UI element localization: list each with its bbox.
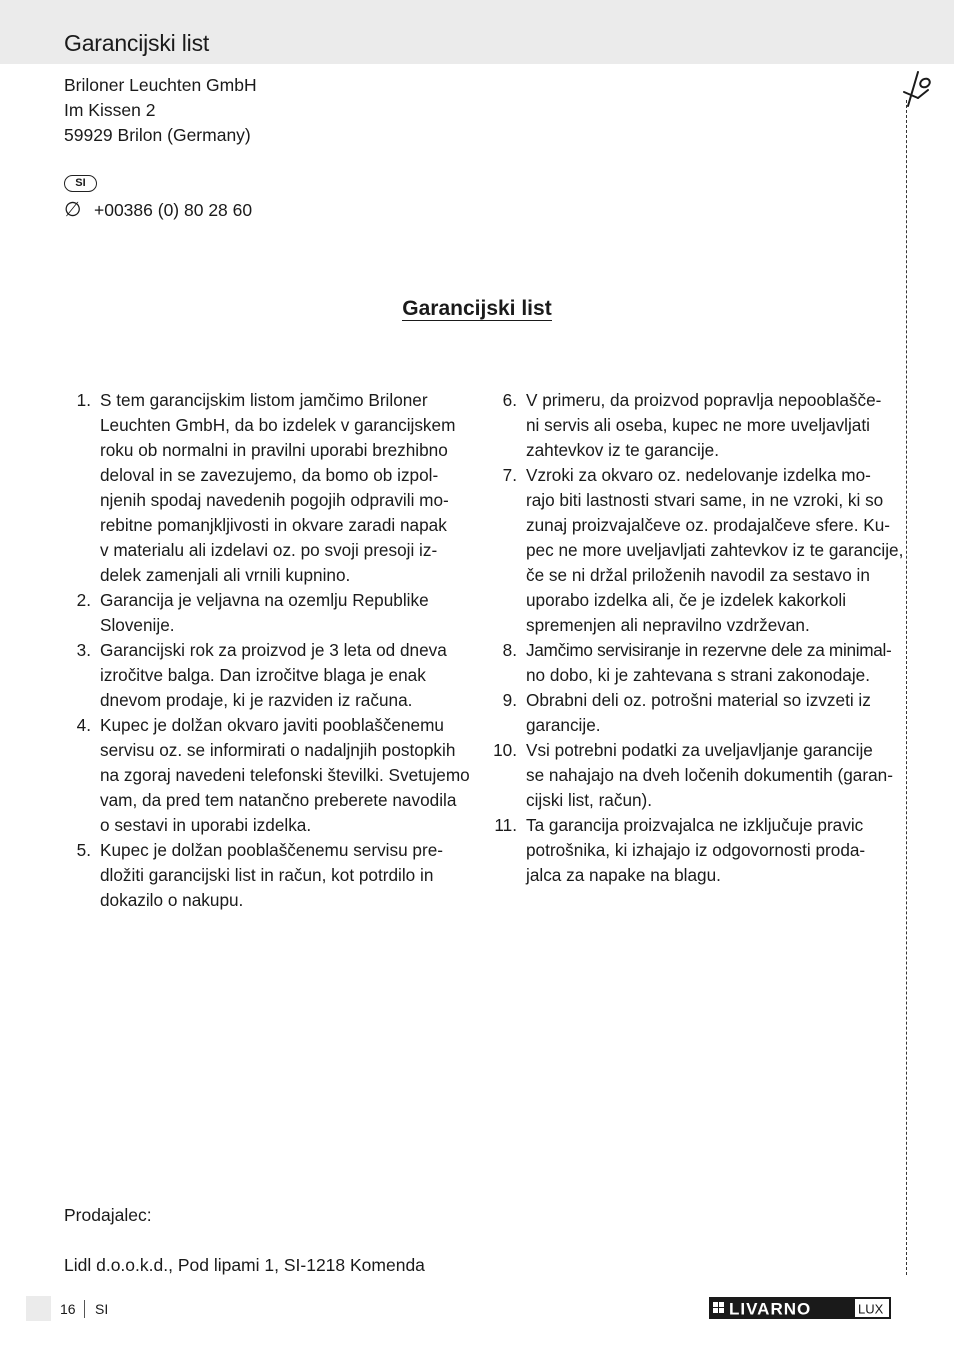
country-badge: SI	[64, 175, 97, 192]
page-title: Garancijski list	[64, 30, 210, 56]
text-line: Slovenije.	[100, 615, 175, 635]
text-line: rajo biti lastnosti stvari same, in ne vzroki, ki so	[526, 490, 884, 510]
list-item-number: 7.	[502, 465, 517, 485]
text-line: v materialu ali izdelavi oz. po svoji presoji iz-	[100, 540, 438, 560]
text-line: S tem garancijskim listom jamčimo Briloner	[100, 390, 428, 410]
text-line: zahtevkov iz te garancije.	[526, 440, 719, 460]
text-line: če se ni držal priloženih navodil za sestavo in	[526, 565, 870, 585]
list-item-number: 11.	[494, 815, 517, 835]
list-item-text	[100, 638, 466, 713]
text-line: izročitve balga. Dan izročitve blaga je enak	[100, 665, 426, 685]
list-item-number: 8.	[502, 640, 517, 660]
scissors-icon	[898, 68, 936, 108]
text-line: roku ob normalni in pravilni uporabi brezhibno	[100, 440, 448, 460]
list-item-text	[100, 713, 470, 838]
text-line: Jamčimo servisiranje in rezervne dele za minimal-	[526, 640, 892, 660]
text-line: Obrabni deli oz. potrošni material so izvzeti iz	[526, 690, 871, 710]
phone-row	[64, 198, 252, 223]
address-line: Briloner Leuchten GmbH	[64, 75, 257, 95]
text-line: Ta garancija proizvajalca ne izključuje pravic	[526, 815, 864, 835]
text-line: no dobo, ki je zahtevana s strani zakonodaje.	[526, 665, 870, 685]
list-item-text	[526, 688, 892, 738]
text-line: spremenjen ali nepravilno vzdrževan.	[526, 615, 810, 635]
text-line: delek zamenjali ali vrnili kupnino.	[100, 565, 351, 585]
text-line: V primeru, da proizvod popravlja nepooblašče-	[526, 390, 882, 410]
text-line: servisu oz. se informirati o nadaljnjih postopkih	[100, 740, 456, 760]
text-line: potrošnika, ki izhajajo iz odgovornosti proda-	[526, 840, 866, 860]
list-item	[64, 638, 466, 713]
list-item-number: 2.	[76, 590, 91, 610]
text-line: jalca za napake na blagu.	[526, 865, 721, 885]
text-line: dnevom prodaje, ki je razviden iz računa.	[100, 690, 413, 710]
text-line: pec ne more uveljavljati zahtevkov iz te garancije,	[526, 540, 904, 560]
list-item-text	[526, 638, 892, 688]
document-heading-text: Garancijski list	[402, 297, 552, 320]
list-item-text	[100, 838, 466, 913]
text-line: ni servis ali oseba, kupec ne more uveljavljati	[526, 415, 870, 435]
list-item-text	[526, 813, 892, 888]
phone-number: +00386 (0) 80 28 60	[94, 200, 253, 220]
text-line: garancije.	[526, 715, 601, 735]
cut-line	[906, 100, 907, 1275]
text-line: se nahajajo na dveh ločenih dokumentih (garan-	[526, 765, 893, 785]
logo-main-text: LIVARNO	[729, 1299, 812, 1319]
list-item	[64, 713, 470, 838]
text-line: dokazilo o nakupu.	[100, 890, 244, 910]
text-line: vam, da pred tem natančno preberete navodila	[100, 790, 457, 810]
text-line: uporabo izdelka ali, če je izdelek kakorkoli	[526, 590, 847, 610]
text-line: Vsi potrebni podatki za uveljavljanje garancije	[526, 740, 873, 760]
text-line: Garancijski rok za proizvod je 3 leta od dneva	[100, 640, 447, 660]
list-item	[490, 388, 892, 463]
text-line: Garancija je veljavna na ozemlju Republike	[100, 590, 429, 610]
list-item-text	[526, 388, 892, 463]
phone-icon: ∅	[64, 199, 82, 221]
list-item-text	[100, 588, 466, 638]
text-line: dložiti garancijski list in račun, kot potrdilo in	[100, 865, 434, 885]
text-line: o sestavi in uporabi izdelka.	[100, 815, 312, 835]
list-item-number: 6.	[502, 390, 517, 410]
list-item	[490, 463, 904, 638]
list-item-number: 1.	[76, 390, 91, 410]
text-line: rebitne pomanjkljivosti in okvare zaradi napak	[100, 515, 447, 535]
list-item-number: 4.	[76, 715, 91, 735]
seller-label: Prodajalec:	[64, 1205, 152, 1225]
text-line: zunaj proizvajalčeve oz. prodajalčeve sfere. Ku-	[526, 515, 890, 535]
logo-suffix-text: LUX	[858, 1301, 884, 1317]
list-item	[490, 738, 892, 813]
text-line: Kupec je dolžan pooblaščenemu servisu pre-	[100, 840, 443, 860]
text-line: Vzroki za okvaro oz. nedelovanje izdelka mo-	[526, 465, 871, 485]
list-item	[490, 638, 892, 688]
list-item-number: 5.	[76, 840, 91, 860]
list-item-number: 9.	[502, 690, 517, 710]
text-line: Leuchten GmbH, da bo izdelek v garancijskem	[100, 415, 456, 435]
text-line: cijski list, račun).	[526, 790, 653, 810]
text-line: na zgoraj navedeni telefonski številki. Svetujemo	[100, 765, 470, 785]
manufacturer-address	[64, 73, 257, 148]
text-line: njenih spodaj navedenih pogojih odpravili mo-	[100, 490, 449, 510]
list-item-text	[526, 738, 893, 813]
terms-column-left	[64, 388, 470, 913]
terms-column-right	[490, 388, 904, 888]
list-item-number: 3.	[76, 640, 91, 660]
page-language: SI	[95, 1301, 109, 1317]
page-number: 16	[60, 1300, 85, 1318]
list-item	[490, 813, 892, 888]
list-item-text	[100, 388, 466, 588]
address-line: Im Kissen 2	[64, 100, 156, 120]
list-item-text	[526, 463, 903, 638]
list-item	[64, 838, 466, 913]
seller-address: Lidl d.o.o.k.d., Pod lipami 1, SI-1218 Komenda	[64, 1255, 425, 1275]
list-item	[490, 688, 892, 738]
text-line: deloval in se zavezujemo, da bomo ob izpol-	[100, 465, 439, 485]
text-line: Kupec je dolžan okvaro javiti pooblaščenemu	[100, 715, 444, 735]
list-item	[64, 588, 466, 638]
list-item-number: 10.	[493, 740, 517, 760]
address-line: 59929 Brilon (Germany)	[64, 125, 251, 145]
footer-box	[26, 1296, 51, 1321]
livarno-lux-logo	[709, 1297, 891, 1319]
document-heading	[0, 295, 954, 323]
list-item	[64, 388, 466, 588]
